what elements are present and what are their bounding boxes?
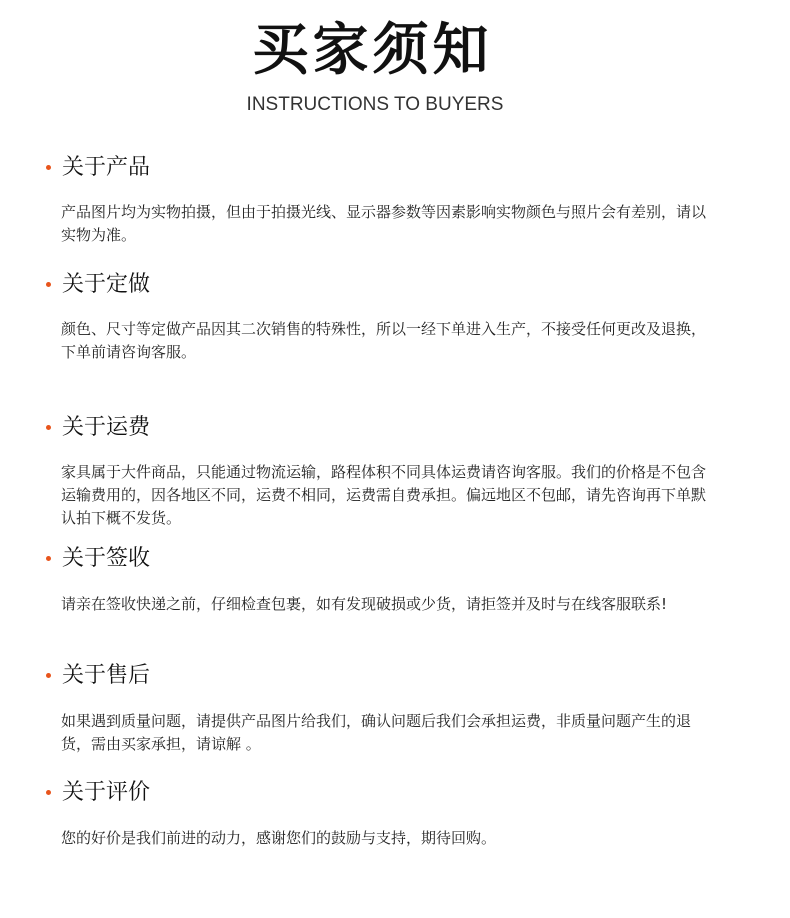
section-title: 关于运费 <box>62 415 151 440</box>
page-title: 买家须知 <box>252 18 493 83</box>
page-subtitle: INSTRUCTIONS TO BUYERS <box>246 94 504 115</box>
section-body: 您的好价是我们前进的动力，感谢您们的鼓励与支持，期待回购。 <box>61 829 497 847</box>
bullet-dot-icon <box>46 556 51 561</box>
bullet-dot-icon <box>46 673 51 678</box>
bullet-dot-icon <box>46 425 51 430</box>
section-body: 如果遇到质量问题，请提供产品图片给我们，确认问题后我们会承担运费，非质量问题产生的退货，需由买家承担，请谅解 。 <box>61 712 692 753</box>
section-title: 关于产品 <box>62 155 151 180</box>
bullet-dot-icon <box>46 165 51 170</box>
section-body: 颜色、尺寸等定做产品因其二次销售的特殊性，所以一经下单进入生产，不接受任何更改及退换，下单前请咨询客服。 <box>61 320 707 361</box>
section-body: 产品图片均为实物拍摄，但由于拍摄光线、显示器参数等因素影响实物颜色与照片会有差别，请以实物为准。 <box>61 203 707 244</box>
bullet-dot-icon <box>46 282 51 287</box>
section-title: 关于定做 <box>62 272 151 297</box>
section-header <box>46 153 446 183</box>
bullet-dot-icon <box>46 790 51 795</box>
section-header <box>46 270 446 300</box>
section-title: 关于售后 <box>62 663 151 688</box>
section-body: 家具属于大件商品，只能通过物流运输，路程体积不同具体运费请咨询客服。我们的价格是不包含运输费用的，因各地区不同，运费不相同，运费需自费承担。偏远地区不包邮，请先咨询再下单默认拍下概不发货。 <box>61 463 707 527</box>
section-title: 关于评价 <box>62 780 151 805</box>
section-title: 关于签收 <box>62 546 151 571</box>
section-header <box>46 778 446 808</box>
section-body: 请亲在签收快递之前，仔细检查包裹，如有发现破损或少货，请拒签并及时与在线客服联系! <box>61 595 668 613</box>
section-header <box>46 413 446 443</box>
section-header <box>46 544 446 574</box>
section-header <box>46 661 446 691</box>
